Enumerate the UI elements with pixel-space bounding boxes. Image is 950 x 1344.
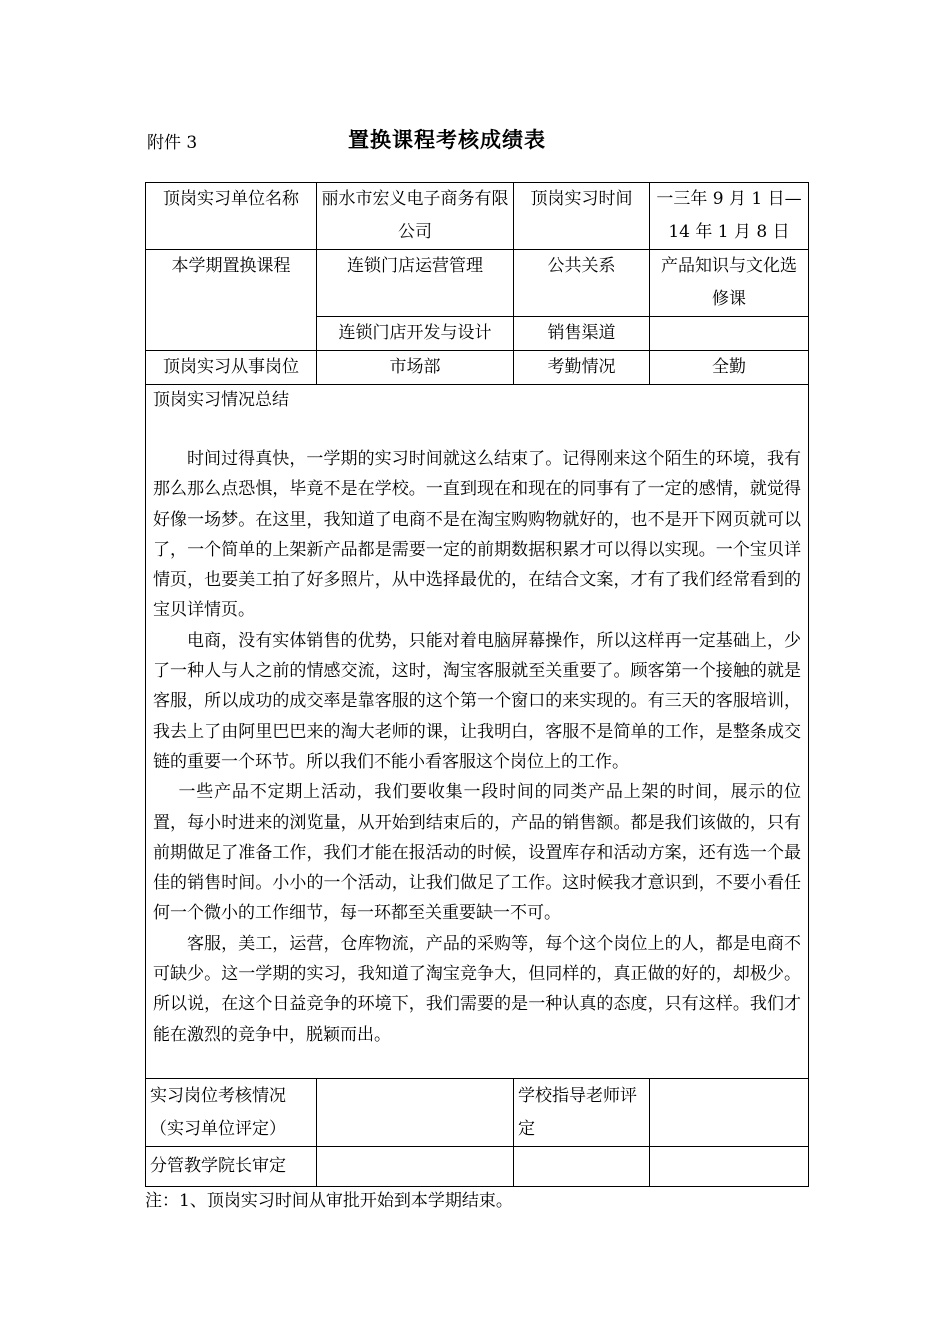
- course-3: 产品知识与文化选修课: [650, 250, 809, 317]
- summary-paragraph: 时间过得真快，一学期的实习时间就这么结束了。记得刚来这个陌生的环境，我有那么那么点恐惧，毕竟不是在学校。一直到现在和现在的同事有了一定的感情，就觉得好像一场梦。在这里，我知道了电商不是在淘宝购购物就好的，也不是开下网页就可以了，一个简单的上架新产品都是需要一定的前期数据积累才可以得以实现。一个宝贝详情页，也要美工拍了好多照片，从中选择最优的，在结合文案，才有了我们经常看到的宝贝详情页。: [153, 449, 801, 621]
- summary-heading: 顶岗实习情况总结: [153, 390, 289, 410]
- time-label: 顶岗实习时间: [514, 183, 650, 250]
- course-2: 公共关系: [514, 250, 650, 317]
- unit-label: 顶岗实习单位名称: [146, 183, 317, 250]
- document-title: 置换课程考核成绩表: [348, 127, 546, 152]
- course-4: 连锁门店开发与设计: [317, 317, 514, 351]
- summary-paragraph: 客服，美工，运营，仓库物流，产品的采购等，每个这个岗位上的人，都是电商不可缺少。这一学期的实习，我知道了淘宝竞争大，但同样的，真正做的好的，却极少。所以说，在这个日益竞争的环境下，我们需要的是一种认真的态度，只有这样。我们才能在激烈的竞争中，脱颖而出。: [153, 933, 801, 1045]
- course-6: [650, 317, 809, 351]
- assessment-table: [145, 182, 809, 1187]
- eval-label: 实习岗位考核情况（实习单位评定）: [146, 1079, 317, 1147]
- post-value: 市场部: [317, 351, 514, 385]
- attendance-value: 全勤: [650, 351, 809, 385]
- teacher-value: [650, 1079, 809, 1147]
- course-5: 销售渠道: [514, 317, 650, 351]
- dean-extra-2: [650, 1147, 809, 1187]
- summary-paragraph: 一些产品不定期上活动，我们要收集一段时间的同类产品上架的时间，展示的位置，每小时进来的浏览量，从开始到结束后的，产品的销售额。都是我们该做的，只有前期做足了准备工作，我们才能在报活动的时候，设置库存和活动方案，还有选一个最佳的销售时间。小小的一个活动，让我们做足了工作。这时候我才意识到，不要小看任何一个微小的工作细节，每一环都至关重要缺一不可。: [153, 782, 801, 924]
- footnote: 注：1、顶岗实习时间从审批开始到本学期结束。: [145, 1191, 513, 1211]
- time-value: 一三年 9 月 1 日—14 年 1 月 8 日: [650, 183, 809, 250]
- eval-value: [317, 1079, 514, 1147]
- courses-label: 本学期置换课程: [146, 250, 317, 351]
- summary-cell: [146, 385, 809, 1079]
- dean-value: [317, 1147, 514, 1187]
- attachment-label: 附件 3: [147, 133, 198, 153]
- attendance-label: 考勤情况: [514, 351, 650, 385]
- dean-extra-1: [514, 1147, 650, 1187]
- dean-label: 分管教学院长审定: [146, 1147, 317, 1187]
- unit-value: 丽水市宏义电子商务有限公司: [317, 183, 514, 250]
- post-label: 顶岗实习从事岗位: [146, 351, 317, 385]
- summary-paragraph: 电商，没有实体销售的优势，只能对着电脑屏幕操作，所以这样再一定基础上，少了一种人与人之前的情感交流，这时，淘宝客服就至关重要了。顾客第一个接触的就是客服，所以成功的成交率是靠客服的这个第一个窗口的来实现的。有三天的客服培训，我去上了由阿里巴巴来的淘大老师的课，让我明白，客服不是简单的工作，是整条成交链的重要一个环节。所以我们不能小看客服这个岗位上的工作。: [153, 630, 801, 772]
- teacher-label: 学校指导老师评定: [514, 1079, 650, 1147]
- course-1: 连锁门店运营管理: [317, 250, 514, 317]
